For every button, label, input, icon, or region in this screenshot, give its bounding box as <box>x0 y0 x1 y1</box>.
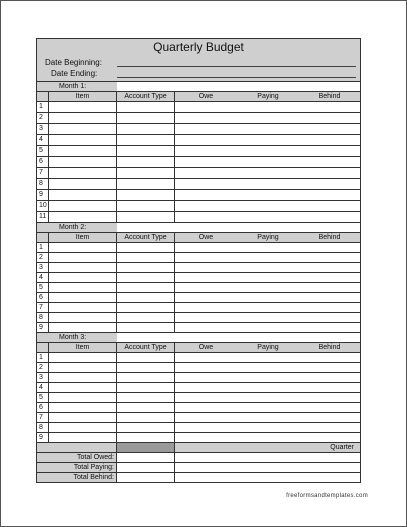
owe-cell[interactable] <box>175 124 237 134</box>
owe-cell[interactable] <box>175 393 237 402</box>
table-row <box>37 303 360 313</box>
table-row <box>37 323 360 333</box>
item-cell[interactable] <box>49 283 117 292</box>
row-number: 2 <box>37 113 49 123</box>
account-type-cell[interactable] <box>117 201 175 211</box>
item-cell[interactable] <box>49 157 117 167</box>
date-beginning-field[interactable] <box>117 66 356 67</box>
owe-cell[interactable] <box>175 373 237 382</box>
owe-cell[interactable] <box>175 323 237 332</box>
account-type-cell[interactable] <box>117 102 175 112</box>
table-row <box>37 146 360 157</box>
paying-cell[interactable] <box>237 124 299 134</box>
item-cell[interactable] <box>49 273 117 282</box>
item-cell[interactable] <box>49 113 117 123</box>
account-type-cell[interactable] <box>117 413 175 422</box>
row-number: 9 <box>37 433 49 442</box>
account-type-cell[interactable] <box>117 212 175 222</box>
owe-cell[interactable] <box>175 353 237 362</box>
row-number: 2 <box>37 253 49 262</box>
table-row <box>37 353 360 363</box>
item-cell[interactable] <box>49 373 117 382</box>
col-behind-header: Behind <box>318 93 341 100</box>
footer-credit: freeformsandtemplates.com <box>286 493 368 499</box>
behind-cell[interactable] <box>299 373 360 382</box>
owe-cell[interactable] <box>175 423 237 432</box>
behind-cell[interactable] <box>299 253 360 262</box>
owe-cell[interactable] <box>175 403 237 412</box>
paying-cell[interactable] <box>237 157 299 167</box>
row-number: 7 <box>37 303 49 312</box>
item-cell[interactable] <box>49 413 117 422</box>
table-row <box>37 113 360 124</box>
behind-cell[interactable] <box>299 135 360 145</box>
behind-cell[interactable] <box>299 201 360 211</box>
total-owed-row <box>37 453 360 463</box>
account-type-cell[interactable] <box>117 273 175 282</box>
table-row <box>37 135 360 146</box>
row-number: 3 <box>37 373 49 382</box>
table-row <box>37 168 360 179</box>
paying-cell[interactable] <box>237 102 299 112</box>
behind-cell[interactable] <box>299 102 360 112</box>
behind-cell[interactable] <box>299 313 360 322</box>
item-cell[interactable] <box>49 253 117 262</box>
item-cell[interactable] <box>49 323 117 332</box>
item-cell[interactable] <box>49 201 117 211</box>
behind-cell[interactable] <box>299 124 360 134</box>
paying-cell[interactable] <box>237 168 299 178</box>
col-paying-header: Paying <box>257 234 279 241</box>
row-number: 3 <box>37 124 49 134</box>
paying-cell[interactable] <box>237 283 299 292</box>
table-row <box>37 433 360 443</box>
behind-cell[interactable] <box>299 263 360 272</box>
col-item-header: Item <box>49 92 117 101</box>
total-behind-label: Total Behind: <box>37 473 117 482</box>
month-label: Month 1: <box>37 82 117 91</box>
paying-cell[interactable] <box>237 403 299 412</box>
item-cell[interactable] <box>49 168 117 178</box>
col-paying-header: Paying <box>257 344 279 351</box>
owe-cell[interactable] <box>175 201 237 211</box>
account-type-cell[interactable] <box>117 373 175 382</box>
table-row <box>37 403 360 413</box>
table-row <box>37 413 360 423</box>
account-type-cell[interactable] <box>117 383 175 392</box>
table-row <box>37 253 360 263</box>
account-type-cell[interactable] <box>117 168 175 178</box>
behind-cell[interactable] <box>299 179 360 189</box>
row-number: 3 <box>37 263 49 272</box>
total-behind-field[interactable] <box>117 473 175 482</box>
account-type-cell[interactable] <box>117 403 175 412</box>
paying-cell[interactable] <box>237 323 299 332</box>
account-type-cell[interactable] <box>117 323 175 332</box>
table-row <box>37 124 360 135</box>
table-row <box>37 179 360 190</box>
table-row <box>37 190 360 201</box>
account-type-cell[interactable] <box>117 179 175 189</box>
table-row <box>37 363 360 373</box>
col-owe-header: Owe <box>198 344 214 351</box>
col-account-type-header: Account Type <box>117 233 175 242</box>
row-number: 5 <box>37 393 49 402</box>
col-owe-header: Owe <box>198 93 214 100</box>
behind-cell[interactable] <box>299 353 360 362</box>
item-cell[interactable] <box>49 102 117 112</box>
row-number: 1 <box>37 102 49 112</box>
behind-cell[interactable] <box>299 293 360 302</box>
account-type-cell[interactable] <box>117 135 175 145</box>
paying-cell[interactable] <box>237 179 299 189</box>
item-cell[interactable] <box>49 243 117 252</box>
item-cell[interactable] <box>49 303 117 312</box>
owe-cell[interactable] <box>175 303 237 312</box>
paying-cell[interactable] <box>237 393 299 402</box>
row-number: 7 <box>37 413 49 422</box>
paying-cell[interactable] <box>237 135 299 145</box>
quarter-row <box>37 443 360 453</box>
paying-cell[interactable] <box>237 190 299 200</box>
quarter-label: Quarter <box>175 443 360 452</box>
owe-cell[interactable] <box>175 253 237 262</box>
paying-cell[interactable] <box>237 423 299 432</box>
form-header <box>37 39 360 82</box>
table-row <box>37 373 360 383</box>
owe-cell[interactable] <box>175 293 237 302</box>
paying-cell[interactable] <box>237 243 299 252</box>
row-number: 1 <box>37 243 49 252</box>
behind-cell[interactable] <box>299 190 360 200</box>
paying-cell[interactable] <box>237 383 299 392</box>
paying-cell[interactable] <box>237 212 299 222</box>
account-type-cell[interactable] <box>117 113 175 123</box>
owe-cell[interactable] <box>175 413 237 422</box>
item-cell[interactable] <box>49 433 117 442</box>
behind-cell[interactable] <box>299 212 360 222</box>
owe-cell[interactable] <box>175 179 237 189</box>
row-number: 2 <box>37 363 49 372</box>
account-type-cell[interactable] <box>117 313 175 322</box>
row-number: 10 <box>37 201 49 211</box>
account-type-cell[interactable] <box>117 393 175 402</box>
form-title: Quarterly Budget <box>153 40 244 54</box>
behind-cell[interactable] <box>299 363 360 372</box>
owe-cell[interactable] <box>175 157 237 167</box>
month-section-header <box>37 333 360 343</box>
month-label: Month 2: <box>37 223 117 232</box>
table-row <box>37 293 360 303</box>
owe-cell[interactable] <box>175 383 237 392</box>
item-cell[interactable] <box>49 313 117 322</box>
table-row <box>37 201 360 212</box>
owe-cell[interactable] <box>175 146 237 156</box>
owe-cell[interactable] <box>175 283 237 292</box>
date-ending-field[interactable] <box>117 77 356 78</box>
table-row <box>37 157 360 168</box>
account-type-cell[interactable] <box>117 190 175 200</box>
account-type-cell[interactable] <box>117 263 175 272</box>
paying-cell[interactable] <box>237 363 299 372</box>
behind-cell[interactable] <box>299 113 360 123</box>
account-type-cell[interactable] <box>117 353 175 362</box>
row-number: 6 <box>37 293 49 302</box>
item-cell[interactable] <box>49 179 117 189</box>
paying-cell[interactable] <box>237 263 299 272</box>
row-number: 6 <box>37 403 49 412</box>
owe-cell[interactable] <box>175 168 237 178</box>
owe-cell[interactable] <box>175 102 237 112</box>
table-row <box>37 263 360 273</box>
table-row <box>37 212 360 223</box>
item-cell[interactable] <box>49 263 117 272</box>
table-row <box>37 423 360 433</box>
column-header-row <box>37 92 360 102</box>
item-cell[interactable] <box>49 403 117 412</box>
date-ending-label: Date Ending: <box>51 69 98 78</box>
behind-cell[interactable] <box>299 403 360 412</box>
row-number: 5 <box>37 146 49 156</box>
behind-cell[interactable] <box>299 273 360 282</box>
total-paying-label: Total Paying: <box>37 463 117 472</box>
row-number: 8 <box>37 423 49 432</box>
item-cell[interactable] <box>49 146 117 156</box>
budget-form <box>36 38 361 483</box>
paying-cell[interactable] <box>237 201 299 211</box>
account-type-cell[interactable] <box>117 293 175 302</box>
item-cell[interactable] <box>49 353 117 362</box>
col-behind-header: Behind <box>318 344 341 351</box>
paying-cell[interactable] <box>237 113 299 123</box>
owe-cell[interactable] <box>175 263 237 272</box>
total-owed-label: Total Owed: <box>37 453 117 462</box>
account-type-cell[interactable] <box>117 433 175 442</box>
account-type-cell[interactable] <box>117 253 175 262</box>
paying-cell[interactable] <box>237 413 299 422</box>
item-cell[interactable] <box>49 393 117 402</box>
table-row <box>37 283 360 293</box>
month-section-header <box>37 82 360 92</box>
item-cell[interactable] <box>49 293 117 302</box>
owe-cell[interactable] <box>175 313 237 322</box>
row-number: 1 <box>37 353 49 362</box>
total-owed-field[interactable] <box>117 453 175 462</box>
item-cell[interactable] <box>49 135 117 145</box>
behind-cell[interactable] <box>299 283 360 292</box>
account-type-cell[interactable] <box>117 363 175 372</box>
table-row <box>37 313 360 323</box>
table-row <box>37 393 360 403</box>
behind-cell[interactable] <box>299 423 360 432</box>
behind-cell[interactable] <box>299 413 360 422</box>
account-type-cell[interactable] <box>117 243 175 252</box>
behind-cell[interactable] <box>299 243 360 252</box>
owe-cell[interactable] <box>175 190 237 200</box>
col-item-header: Item <box>49 233 117 242</box>
row-number: 7 <box>37 168 49 178</box>
col-account-type-header: Account Type <box>117 92 175 101</box>
paying-cell[interactable] <box>237 303 299 312</box>
account-type-cell[interactable] <box>117 423 175 432</box>
paying-cell[interactable] <box>237 313 299 322</box>
paying-cell[interactable] <box>237 253 299 262</box>
month-section-header <box>37 223 360 233</box>
row-number: 9 <box>37 323 49 332</box>
row-number: 4 <box>37 273 49 282</box>
behind-cell[interactable] <box>299 393 360 402</box>
owe-cell[interactable] <box>175 273 237 282</box>
item-cell[interactable] <box>49 363 117 372</box>
col-behind-header: Behind <box>318 234 341 241</box>
account-type-cell[interactable] <box>117 146 175 156</box>
col-item-header: Item <box>49 343 117 352</box>
month-label: Month 3: <box>37 333 117 342</box>
table-row <box>37 383 360 393</box>
behind-cell[interactable] <box>299 303 360 312</box>
item-cell[interactable] <box>49 124 117 134</box>
owe-cell[interactable] <box>175 135 237 145</box>
item-cell[interactable] <box>49 423 117 432</box>
account-type-cell[interactable] <box>117 283 175 292</box>
owe-cell[interactable] <box>175 433 237 442</box>
column-header-row <box>37 233 360 243</box>
owe-cell[interactable] <box>175 363 237 372</box>
paying-cell[interactable] <box>237 353 299 362</box>
table-row <box>37 273 360 283</box>
row-number: 8 <box>37 313 49 322</box>
row-number: 6 <box>37 157 49 167</box>
row-number: 4 <box>37 383 49 392</box>
date-beginning-label: Date Beginning: <box>45 58 102 67</box>
column-header-row <box>37 343 360 353</box>
total-paying-field[interactable] <box>117 463 175 472</box>
total-paying-row <box>37 463 360 473</box>
owe-cell[interactable] <box>175 243 237 252</box>
account-type-cell[interactable] <box>117 303 175 312</box>
behind-cell[interactable] <box>299 433 360 442</box>
item-cell[interactable] <box>49 383 117 392</box>
row-number: 4 <box>37 135 49 145</box>
paying-cell[interactable] <box>237 433 299 442</box>
col-account-type-header: Account Type <box>117 343 175 352</box>
month-sections <box>37 82 360 443</box>
behind-cell[interactable] <box>299 168 360 178</box>
paying-cell[interactable] <box>237 146 299 156</box>
behind-cell[interactable] <box>299 323 360 332</box>
account-type-cell[interactable] <box>117 157 175 167</box>
behind-cell[interactable] <box>299 157 360 167</box>
item-cell[interactable] <box>49 212 117 222</box>
total-behind-row <box>37 473 360 482</box>
behind-cell[interactable] <box>299 383 360 392</box>
row-number: 8 <box>37 179 49 189</box>
row-number: 11 <box>37 212 49 222</box>
col-paying-header: Paying <box>257 93 279 100</box>
paying-cell[interactable] <box>237 273 299 282</box>
table-row <box>37 102 360 113</box>
col-owe-header: Owe <box>198 234 214 241</box>
owe-cell[interactable] <box>175 212 237 222</box>
owe-cell[interactable] <box>175 113 237 123</box>
paying-cell[interactable] <box>237 293 299 302</box>
table-row <box>37 243 360 253</box>
account-type-cell[interactable] <box>117 124 175 134</box>
paying-cell[interactable] <box>237 373 299 382</box>
row-number: 9 <box>37 190 49 200</box>
behind-cell[interactable] <box>299 146 360 156</box>
item-cell[interactable] <box>49 190 117 200</box>
row-number: 5 <box>37 283 49 292</box>
